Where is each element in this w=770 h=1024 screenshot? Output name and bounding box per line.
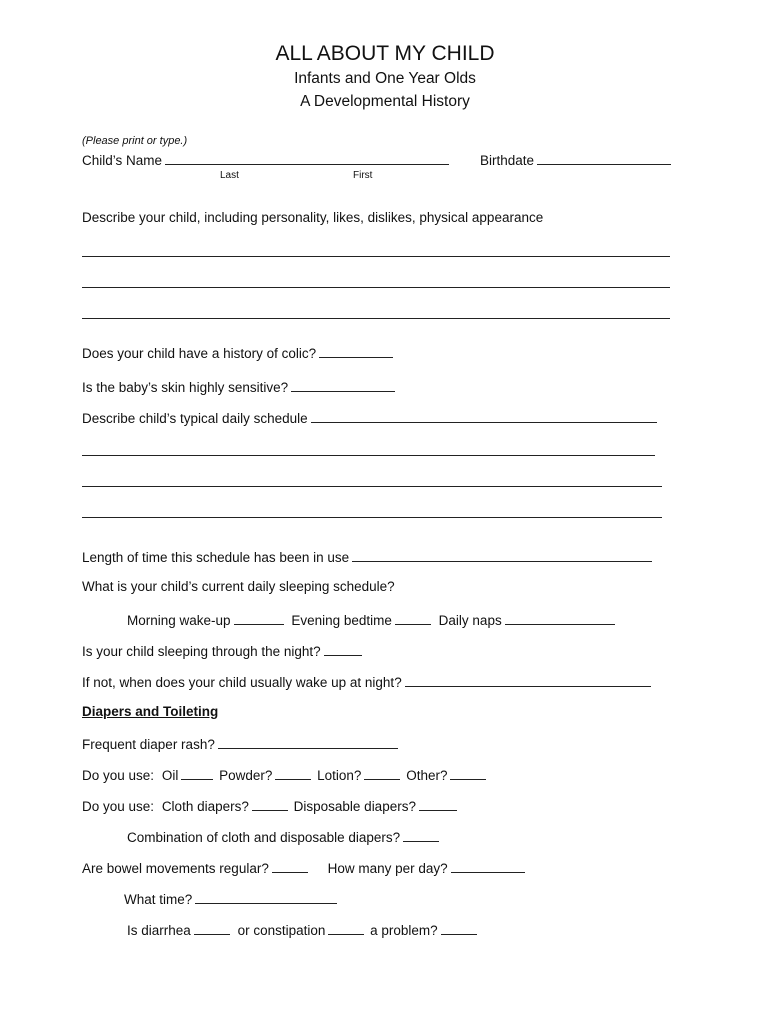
page-title: ALL ABOUT MY CHILD <box>275 42 495 65</box>
diarrhea-field[interactable] <box>194 921 230 935</box>
lotion-field[interactable] <box>364 766 400 780</box>
describe-line-2[interactable] <box>82 287 670 288</box>
rash-label: Frequent diaper rash? <box>82 737 215 752</box>
combination-field[interactable] <box>403 828 439 842</box>
schedule-line-3[interactable] <box>82 517 662 518</box>
schedule-length-label: Length of time this schedule has been in use <box>82 550 350 565</box>
wakeup-field[interactable] <box>234 611 284 625</box>
combination-row <box>127 828 439 845</box>
colic-label: Does your child have a history of colic? <box>82 346 317 361</box>
other-field[interactable] <box>450 766 486 780</box>
page-subtitle-1: Infants and One Year Olds <box>294 70 476 87</box>
describe-label: Describe your child, including personality, likes, dislikes, physical appearance <box>82 210 544 225</box>
print-note: (Please print or type.) <box>82 135 188 147</box>
per-day-label: How many per day? <box>327 861 448 876</box>
per-day-field[interactable] <box>451 859 525 873</box>
other-label: Other? <box>406 768 448 783</box>
page-subtitle-2: A Developmental History <box>300 93 470 110</box>
disposable-label: Disposable diapers? <box>293 799 416 814</box>
describe-line-1[interactable] <box>82 256 670 257</box>
schedule-length-field[interactable] <box>352 548 652 562</box>
schedule-length-row <box>82 548 652 565</box>
what-time-field[interactable] <box>195 890 337 904</box>
bedtime-label: Evening bedtime <box>291 613 392 628</box>
skin-label: Is the baby’s skin highly sensitive? <box>82 380 289 395</box>
powder-label: Powder? <box>219 768 273 783</box>
diapers-heading: Diapers and Toileting <box>82 704 219 719</box>
skin-row <box>82 378 395 395</box>
schedule-row <box>82 409 657 426</box>
constipation-field[interactable] <box>328 921 364 935</box>
birthdate-field[interactable] <box>537 151 671 165</box>
diaper-type-row <box>82 797 457 814</box>
colic-row <box>82 344 393 361</box>
oil-label: Oil <box>161 768 179 783</box>
schedule-line-1[interactable] <box>82 455 655 456</box>
through-night-label: Is your child sleeping through the night? <box>82 644 321 659</box>
child-name-row <box>82 151 449 168</box>
first-name-caption: First <box>353 170 373 181</box>
disposable-field[interactable] <box>419 797 457 811</box>
problem-field[interactable] <box>441 921 477 935</box>
cloth-field[interactable] <box>252 797 288 811</box>
describe-line-3[interactable] <box>82 318 670 319</box>
schedule-line-2[interactable] <box>82 486 662 487</box>
colic-field[interactable] <box>319 344 393 358</box>
schedule-label: Describe child’s typical daily schedule <box>82 411 308 426</box>
last-name-caption: Last <box>220 170 239 181</box>
diarrhea-label: Is diarrhea <box>127 923 191 938</box>
diarrhea-row <box>127 921 477 938</box>
combination-label: Combination of cloth and disposable diapers? <box>127 830 401 845</box>
schedule-field[interactable] <box>311 409 657 423</box>
what-time-row <box>124 890 337 907</box>
bowel-row <box>82 859 525 876</box>
bowel-field[interactable] <box>272 859 308 873</box>
sleep-times-row <box>127 611 615 628</box>
wake-night-field[interactable] <box>405 673 651 687</box>
birthdate-label: Birthdate <box>480 153 535 168</box>
naps-label: Daily naps <box>438 613 502 628</box>
wake-night-row <box>82 673 651 690</box>
wake-night-label: If not, when does your child usually wake up at night? <box>82 675 402 690</box>
child-name-field[interactable] <box>165 151 449 165</box>
problem-label: a problem? <box>370 923 438 938</box>
products-row <box>82 766 486 783</box>
through-night-field[interactable] <box>324 642 362 656</box>
lotion-label: Lotion? <box>317 768 362 783</box>
sleeping-label: What is your child’s current daily sleeping schedule? <box>82 579 395 594</box>
bedtime-field[interactable] <box>395 611 431 625</box>
powder-field[interactable] <box>275 766 311 780</box>
what-time-label: What time? <box>124 892 193 907</box>
oil-field[interactable] <box>181 766 213 780</box>
rash-field[interactable] <box>218 735 398 749</box>
use-label-2: Do you use: <box>82 799 155 814</box>
cloth-label: Cloth diapers? <box>161 799 249 814</box>
through-night-row <box>82 642 362 659</box>
birthdate-row <box>480 151 671 168</box>
naps-field[interactable] <box>505 611 615 625</box>
rash-row <box>82 735 398 752</box>
wakeup-label: Morning wake-up <box>127 613 231 628</box>
use-label: Do you use: <box>82 768 155 783</box>
bowel-label: Are bowel movements regular? <box>82 861 269 876</box>
child-name-label: Child’s Name <box>82 153 163 168</box>
skin-field[interactable] <box>291 378 395 392</box>
constipation-label: or constipation <box>237 923 326 938</box>
